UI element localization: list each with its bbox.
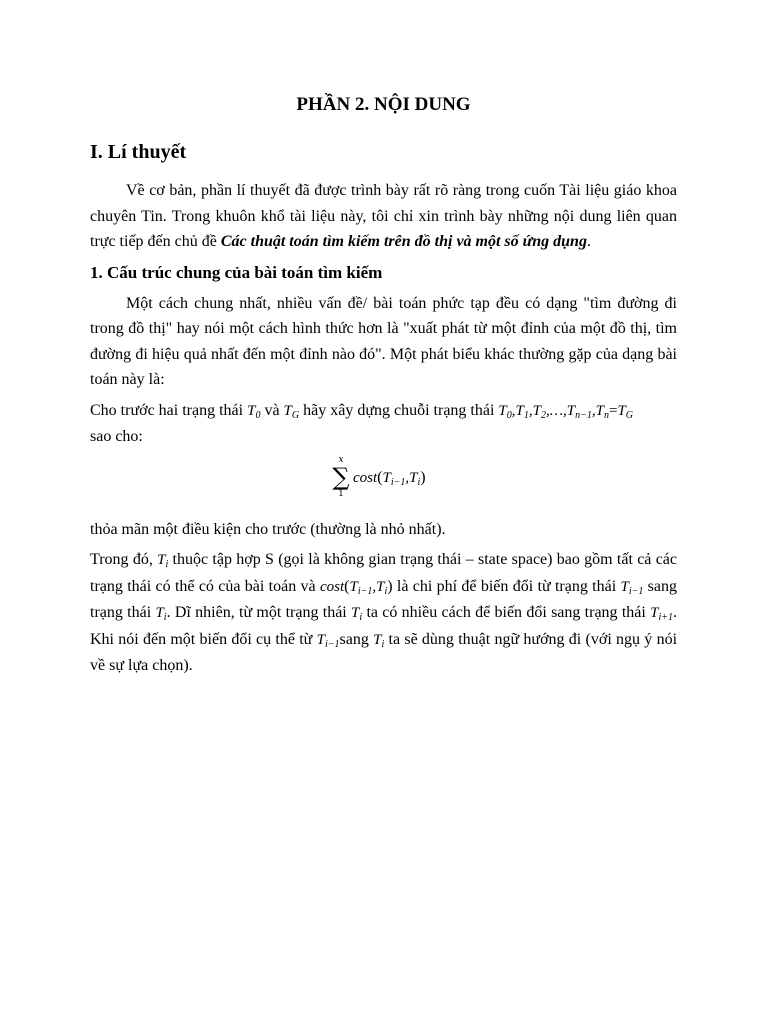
math-ti-plus-1: $T_{i+1}$ bbox=[650, 605, 673, 623]
definitions-text-5: . Dĩ nhiên, từ một trạng thái bbox=[166, 604, 352, 621]
math-t0: $T_0$ bbox=[247, 402, 261, 421]
sum-cost-formula bbox=[90, 455, 677, 511]
math-ti-3: $T_i$ bbox=[351, 605, 363, 623]
subsection-title: 1. Cấu trúc chung của bài toán tìm kiếm bbox=[90, 262, 383, 282]
definitions-text-6: ta có nhiều cách để biến đổi sang trạng thái bbox=[362, 604, 651, 621]
statement-text-4: sao cho: bbox=[90, 428, 143, 445]
sigma-symbol bbox=[330, 455, 352, 499]
definitions-text-2: thuộc tập hợp S (gọi là không gian trạng thái – state space) bao gồm tất cả các trạng thái có thể có của bài toán và bbox=[90, 551, 677, 595]
math-ti-4: $T_i$ bbox=[373, 631, 385, 650]
math-ti-2: $T_i$ bbox=[155, 605, 167, 623]
math-tg: $T_G$ bbox=[283, 402, 300, 421]
paragraph-definitions bbox=[90, 547, 677, 679]
intro-topic-emphasis: Các thuật toán tìm kiếm trên đồ thị và một số ứng dụng bbox=[220, 233, 587, 250]
paragraph-problem-statement bbox=[90, 398, 677, 450]
statement-text-1: Cho trước hai trạng thái bbox=[90, 401, 248, 419]
intro-period: . bbox=[586, 233, 591, 250]
math-ti-minus-1: $T_{i-1}$ bbox=[620, 578, 644, 597]
math-cost-term: $\cos t(T_{i-1},T_i)$ bbox=[319, 577, 393, 597]
statement-text-3: hãy xây dựng chuỗi trạng thái bbox=[299, 401, 499, 419]
math-state-sequence: $T_0,T_1,T_2,\dots,T_{n-1},T_n=T_G$ bbox=[498, 402, 634, 421]
cost-inline-name: cost bbox=[319, 578, 345, 595]
paragraph-general-form: Một cách chung nhất, nhiều vấn đề/ bài toán phức tạp đều có dạng "tìm đường đi trong đồ thị" hay nói một cách hình thức hơn là "xuất phát từ một đỉnh của một đồ thị, tìm đường đi hiệu quả nhất đến một đỉnh nào đó". Một phát biểu khác thường gặp của dạng bài toán này là: bbox=[90, 294, 677, 388]
definitions-text-3: là chi phí để biến đổi từ trạng thái bbox=[392, 577, 621, 595]
sum-lower-limit: 1 bbox=[338, 488, 344, 499]
sum-body: $\cos t(T_{i-1},T_i)$ bbox=[353, 468, 426, 488]
intro-text: Về cơ bản, phần lí thuyết đã được trình bày rất rõ ràng trong cuốn Tài liệu giáo khoa chuyên Tin. Trong khuôn khổ tài liệu này, tôi chỉ xin trình bày những nội dung liên quan trực tiếp đến chủ đề bbox=[90, 182, 677, 250]
paragraph-condition: thỏa mãn một điều kiện cho trước (thường là nhỏ nhất). bbox=[90, 520, 446, 538]
sum-upper-limit: x bbox=[338, 454, 344, 465]
math-ti: $T_i$ bbox=[157, 552, 169, 570]
math-ti-minus-1-2: $T_{i-1}$ bbox=[316, 631, 340, 650]
statement-text-2: và bbox=[260, 401, 284, 419]
definitions-text-4: sang trạng thái bbox=[90, 577, 678, 621]
intro-paragraph bbox=[90, 178, 677, 255]
document-body bbox=[90, 92, 677, 684]
sigma-glyph: ∑ bbox=[332, 462, 350, 491]
part-title: PHẦN 2. NỘI DUNG bbox=[296, 94, 471, 115]
definitions-text-9: ta sẽ dùng thuật ngữ hướng đi (với ngụ ý nói về sự lựa chọn). bbox=[90, 630, 678, 674]
definitions-text-7: . Khi nói đến một biến đổi cụ thể từ bbox=[90, 604, 677, 648]
section-title: I. Lí thuyết bbox=[90, 141, 187, 163]
definitions-text-8: sang bbox=[339, 630, 374, 648]
cost-function-name: cost bbox=[353, 469, 378, 486]
definitions-text-1: Trong đó, bbox=[90, 551, 158, 568]
